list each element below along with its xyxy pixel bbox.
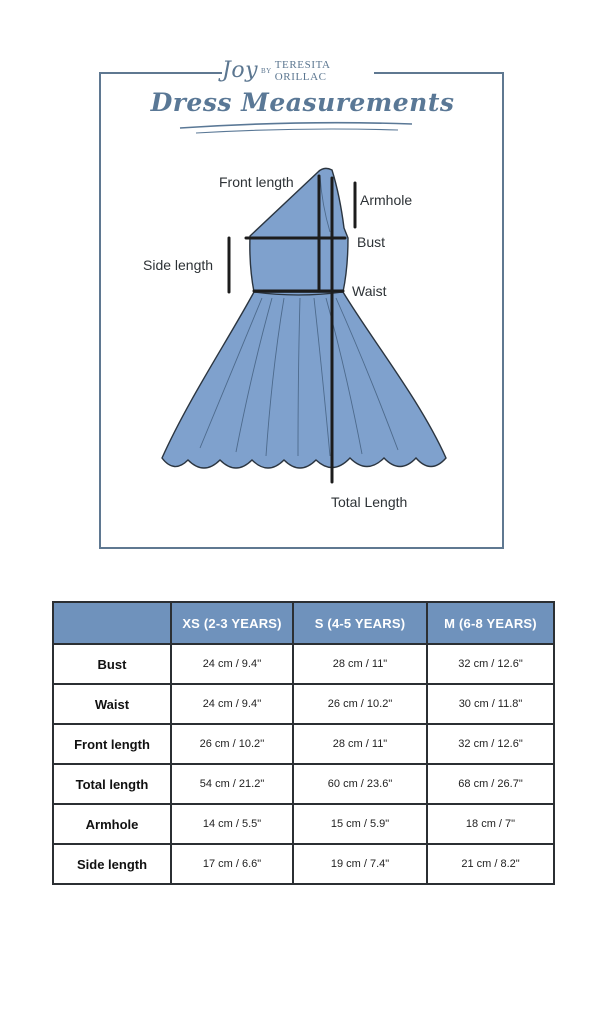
- total-length-label: Total Length: [331, 494, 408, 510]
- front-length-label: Front length: [219, 174, 294, 190]
- table-row: [53, 644, 554, 684]
- cell-value: 21 cm / 8.2": [427, 844, 554, 884]
- cell-value: 17 cm / 6.6": [171, 844, 293, 884]
- header-corner: [53, 602, 171, 644]
- brand-name: TERESITA ORILLAC: [274, 59, 330, 83]
- row-label: Bust: [53, 644, 171, 684]
- row-label: Armhole: [53, 804, 171, 844]
- cell-value: 68 cm / 26.7": [427, 764, 554, 804]
- cell-value: 30 cm / 11.8": [427, 684, 554, 724]
- header-xs: XS (2-3 YEARS): [171, 602, 293, 644]
- brand-by: BY: [261, 67, 272, 75]
- table-row: [53, 804, 554, 844]
- armhole-label: Armhole: [360, 192, 413, 208]
- cell-value: 60 cm / 23.6": [293, 764, 427, 804]
- cell-value: 14 cm / 5.5": [171, 804, 293, 844]
- table-row: [53, 844, 554, 884]
- cell-value: 28 cm / 11": [293, 724, 427, 764]
- side-length-label: Side length: [143, 257, 214, 273]
- table-row: [53, 764, 554, 804]
- cell-value: 15 cm / 5.9": [293, 804, 427, 844]
- size-chart-table: [52, 601, 555, 885]
- cell-value: 19 cm / 7.4": [293, 844, 427, 884]
- row-label: Front length: [53, 724, 171, 764]
- title-underline-1: [180, 123, 412, 128]
- table-header-row: [53, 602, 554, 644]
- diagram-title: Dress Measurements: [150, 88, 455, 117]
- dress-skirt: [162, 292, 446, 468]
- title-underline-2: [196, 129, 398, 133]
- cell-value: 26 cm / 10.2'': [171, 724, 293, 764]
- cell-value: 32 cm / 12.6": [427, 724, 554, 764]
- bust-label: Bust: [357, 234, 386, 250]
- cell-value: 24 cm / 9.4'': [171, 684, 293, 724]
- cell-value: 24 cm / 9.4'': [171, 644, 293, 684]
- row-label: Total length: [53, 764, 171, 804]
- cell-value: 18 cm / 7": [427, 804, 554, 844]
- brand-mark: Joy: [222, 58, 258, 83]
- table-row: [53, 684, 554, 724]
- cell-value: 26 cm / 10.2": [293, 684, 427, 724]
- row-label: Side length: [53, 844, 171, 884]
- header-s: S (4-5 YEARS): [293, 602, 427, 644]
- header-m: M (6-8 YEARS): [427, 602, 554, 644]
- row-label: Waist: [53, 684, 171, 724]
- cell-value: 54 cm / 21.2": [171, 764, 293, 804]
- cell-value: 32 cm / 12.6": [427, 644, 554, 684]
- table-row: [53, 724, 554, 764]
- waist-label: Waist: [352, 283, 387, 299]
- cell-value: 28 cm / 11": [293, 644, 427, 684]
